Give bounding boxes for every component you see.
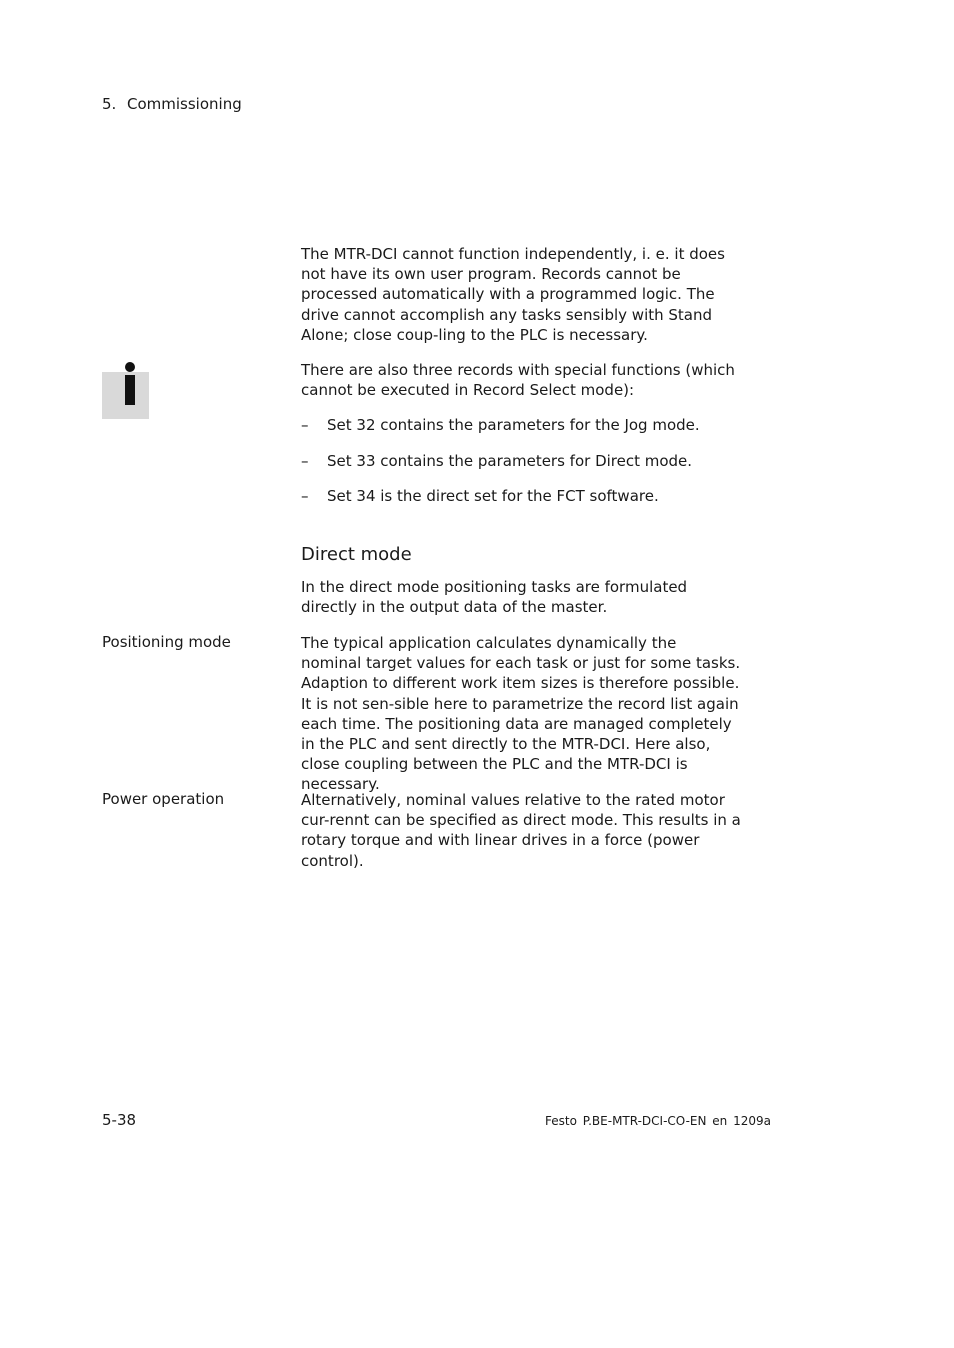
- power-operation-paragraph: [301, 790, 741, 871]
- info-icon: [102, 372, 149, 419]
- list-item: [301, 487, 659, 505]
- list-item: [301, 452, 692, 470]
- positioning-mode-label: Positioning mode: [102, 633, 231, 651]
- list-dash: –: [301, 416, 309, 434]
- list-dash: –: [301, 487, 309, 505]
- paragraph-text: In the direct mode positioning tasks are formulated directly in the output data of the master.: [301, 578, 688, 617]
- chapter-header: [102, 95, 242, 113]
- paragraph-text: There are also three records with special functions (which cannot be executed in Record Select mode):: [301, 361, 735, 400]
- list-item-text: Set 33 contains the parameters for Direct mode.: [327, 452, 693, 470]
- special-records-paragraph: [301, 360, 741, 400]
- positioning-mode-paragraph: [301, 633, 741, 795]
- direct-mode-paragraph: [301, 577, 741, 617]
- paragraph-text: The typical application calculates dynamically the nominal target values for each task or just for some tasks. Adaption to different work item sizes is therefore possible. It is not sen-sible here to parametrize the record list again each time. The positioning data are managed completely in the PLC and sent directly to the MTR-DCI. Here also, close coupling between the PLC and the MTR-DCI is necessary.: [301, 634, 741, 794]
- list-item: [301, 416, 700, 434]
- list-item-text: Set 32 contains the parameters for the Jog mode.: [327, 416, 700, 434]
- paragraph-text: The MTR-DCI cannot function independently, i. e. it does not have its own user program. Records cannot be processed automatically with a programmed logic. The drive cannot accomplish any tasks sensibly with Stand Alone; close coup-ling to the PLC is necessary.: [301, 245, 725, 344]
- section-heading: Direct mode: [301, 544, 412, 565]
- paragraph-text: Alternatively, nominal values relative to the rated motor cur-rennt can be specified as direct mode. This results in a rotary torque and with linear drives in a force (power control).: [301, 791, 741, 870]
- list-item-text: Set 34 is the direct set for the FCT software.: [327, 487, 659, 505]
- intro-paragraph: [301, 244, 741, 345]
- power-operation-label: Power operation: [102, 790, 225, 808]
- document-reference: Festo P.BE-MTR-DCI-CO-EN en 1209a: [545, 1114, 771, 1128]
- chapter-number: 5.: [102, 95, 117, 113]
- chapter-title: Commissioning: [127, 95, 242, 113]
- list-dash: –: [301, 452, 309, 470]
- page-number: 5-38: [102, 1111, 137, 1129]
